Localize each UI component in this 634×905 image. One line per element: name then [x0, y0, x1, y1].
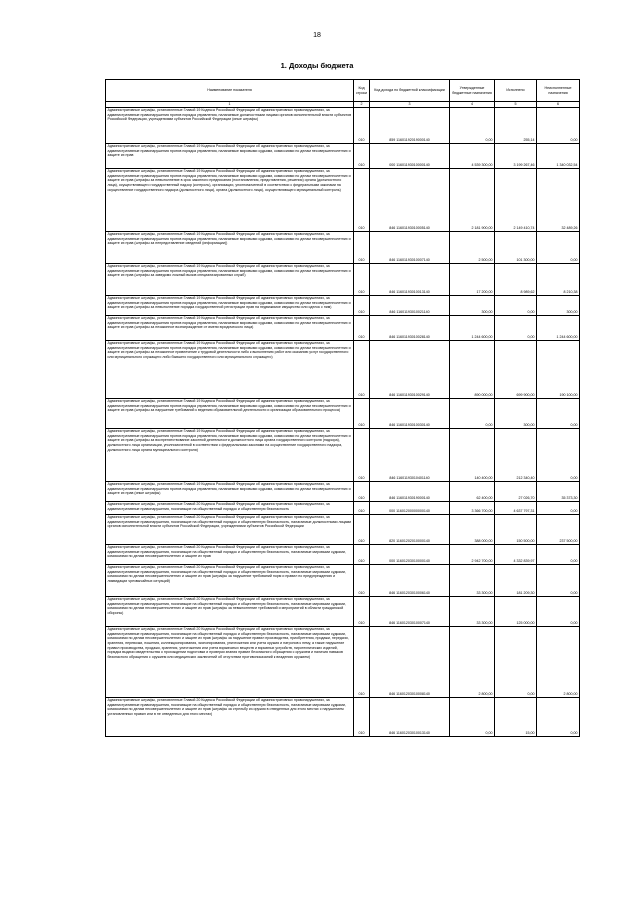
row-unexecuted: 0,00	[537, 545, 580, 565]
row-name: Административные штрафы, установленные Главой 19 Кодекса Российской Федерации об административных правонарушениях, за административные правонарушения против порядка управления, налагаемые мировыми судьями, комиссиями по делам несовершеннолетних и защите их прав (штрафы за нарушение требований к ведению образовательной деятельности и организации образовательного процесса)	[106, 399, 354, 429]
column-number: 4	[450, 102, 495, 108]
header-line-code: Код строки	[354, 80, 370, 102]
table-row	[106, 144, 580, 169]
row-approved: 300,00	[450, 296, 495, 316]
row-line-code: 010	[354, 597, 370, 627]
row-classification-code: 846 11601203010008140	[370, 627, 450, 698]
row-name: Административные штрафы, установленные Главой 19 Кодекса Российской Федерации об административных правонарушениях, за административные правонарушения против порядка управления, налагаемые мировыми судьями, комиссиями по делам несовершеннолетних и защите их прав (штрафы за непредставление сведений (информации))	[106, 232, 354, 264]
row-classification-code: 000 11601193010000140	[370, 144, 450, 169]
row-executed: 300,00	[495, 399, 537, 429]
row-approved: 0,00	[450, 399, 495, 429]
row-classification-code: 820 11601202010000140	[370, 515, 450, 545]
table-row	[106, 698, 580, 737]
row-executed: 15,00	[495, 698, 537, 737]
table-row	[106, 341, 580, 399]
row-line-code: 010	[354, 108, 370, 144]
row-executed: 181 209,30	[495, 565, 537, 597]
header-approved: Утвержденные бюджетные назначения	[450, 80, 495, 102]
row-line-code: 010	[354, 502, 370, 515]
column-number: 6	[537, 102, 580, 108]
row-unexecuted: 32 489,26	[537, 169, 580, 232]
row-executed: 699 900,00	[495, 341, 537, 399]
row-approved: 2 181 900,00	[450, 169, 495, 232]
row-executed: 255,14	[495, 108, 537, 144]
page-number: 18	[313, 32, 321, 39]
row-classification-code: 846 11601193010021140	[370, 296, 450, 316]
table-row	[106, 545, 580, 565]
row-classification-code: 846 11601193010029140	[370, 341, 450, 399]
table-row	[106, 565, 580, 597]
header-name: Наименование показателя	[106, 80, 354, 102]
row-name: Административные штрафы, установленные Главой 19 Кодекса Российской Федерации об административных правонарушениях, за административные правонарушения против порядка управления, налагаемые мировыми судьями, комиссиями по делам несовершеннолетних и защите их прав (штрафы за невыполнение порядка государственной регистрации прав на недвижимое имущество или сделок с ним)	[106, 296, 354, 316]
row-line-code: 010	[354, 429, 370, 482]
row-classification-code: 846 11601193010005140	[370, 169, 450, 232]
row-unexecuted: 237 500,00	[537, 515, 580, 545]
header-executed: Исполнено	[495, 80, 537, 102]
table-row	[106, 316, 580, 341]
header-classification-code: Код дохода по бюджетной классификации	[370, 80, 450, 102]
row-executed: 0,00	[495, 296, 537, 316]
row-unexecuted: 1 244 600,00	[537, 316, 580, 341]
table-row	[106, 296, 580, 316]
row-approved: 33 300,00	[450, 565, 495, 597]
row-classification-code: 846 11601193010028140	[370, 316, 450, 341]
row-approved: 890 000,00	[450, 341, 495, 399]
row-approved: 3 366 700,00	[450, 502, 495, 515]
row-unexecuted: 0,00	[537, 597, 580, 627]
row-line-code: 010	[354, 545, 370, 565]
row-name: Административные штрафы, установленные Главой 19 Кодекса Российской Федерации об административных правонарушениях, за административные правонарушения против порядка управления, налагаемые мировыми судьями, комиссиями по делам несовершеннолетних и защите их прав (штрафы за воспрепятствование законной деятельности должностного лица органа государственного контроля (надзора), должностного лица организации, уполномоченной в соответствии с федеральными законами на осуществление государственного надзора, должностного лица органа муниципального контроля)	[106, 429, 354, 482]
row-executed: 8 989,62	[495, 264, 537, 296]
budget-revenue-table	[105, 79, 580, 737]
table-row	[106, 232, 580, 264]
row-line-code: 010	[354, 565, 370, 597]
row-approved: 0,00	[450, 108, 495, 144]
row-unexecuted: 0,00	[537, 108, 580, 144]
row-name: Административные штрафы, установленные Главой 19 Кодекса Российской Федерации об административных правонарушениях, за административные правонарушения против порядка управления, налагаемые мировыми судьями, комиссиями по делам несовершеннолетних и защите их прав (иные штрафы)	[106, 482, 354, 502]
row-name: Административные штрафы, установленные Главой 19 Кодекса Российской Федерации об административных правонарушениях, за административные правонарушения против порядка управления, налагаемые мировыми судьями, комиссиями по делам несовершеннолетних и защите их прав (штрафы за незаконное привлечение к трудовой деятельности либо к выполнению работ или оказанию услуг государственного или муниципального служащего либо бывшего государственного или муниципального служащего)	[106, 341, 354, 399]
row-approved: 4 539 300,00	[450, 144, 495, 169]
column-number: 3	[370, 102, 450, 108]
column-number: 1	[106, 102, 354, 108]
table-row	[106, 502, 580, 515]
row-unexecuted: 190 100,00	[537, 341, 580, 399]
row-executed: 101 300,00	[495, 232, 537, 264]
row-approved: 17 200,00	[450, 264, 495, 296]
row-line-code: 010	[354, 232, 370, 264]
row-name: Административные штрафы, установленные Главой 20 Кодекса Российской Федерации об административных правонарушениях, за административные правонарушения, посягающие на общественный порядок и общественную безопасность	[106, 502, 354, 515]
row-approved: 140 400,00	[450, 429, 495, 482]
row-unexecuted: 1 340 032,54	[537, 144, 580, 169]
row-approved: 2 942 700,00	[450, 545, 495, 565]
row-approved: 1 244 600,00	[450, 316, 495, 341]
table-row	[106, 108, 580, 144]
row-line-code: 010	[354, 482, 370, 502]
table-row	[106, 482, 580, 502]
row-classification-code: 846 11601193019000140	[370, 482, 450, 502]
row-classification-code: 000 11601200000000140	[370, 502, 450, 515]
table-row	[106, 264, 580, 296]
row-name: Административные штрафы, установленные Главой 19 Кодекса Российской Федерации об административных правонарушениях, за административные правонарушения против порядка управления, налагаемые должностными лицами органов исполнительной власти субъектов Российской Федерации, учреждениями субъектов Российской Федерации (иные штрафы)	[106, 108, 354, 144]
row-approved: 0,00	[450, 698, 495, 737]
row-executed: 0,00	[495, 316, 537, 341]
page-title: 1. Доходы бюджета	[280, 61, 354, 70]
row-unexecuted: 0,00	[537, 232, 580, 264]
row-line-code: 010	[354, 698, 370, 737]
row-unexecuted: 300,00	[537, 296, 580, 316]
row-name: Административные штрафы, установленные Главой 20 Кодекса Российской Федерации об административных правонарушениях, за административные правонарушения, посягающие на общественный порядок и общественную безопасность, налагаемые мировыми судьями, комиссиями по делам несовершеннолетних и защите их прав	[106, 545, 354, 565]
row-name: Административные штрафы, установленные Главой 19 Кодекса Российской Федерации об административных правонарушениях, за административные правонарушения против порядка управления, налагаемые мировыми судьями, комиссиями по делам несовершеннолетних и защите их прав (штрафы за невыполнение в срок законного предписания (постановления, представления, решения) органа (должностного лица), осуществляющего государственный надзор (контроль), организации, уполномоченной в соответствии с федеральными законами на осуществление государственного надзора (должностного лица), органа (должностного лица), осуществляющего муниципальный контроль)	[106, 169, 354, 232]
row-line-code: 010	[354, 316, 370, 341]
row-executed: 4 332 839,97	[495, 545, 537, 565]
row-name: Административные штрафы, установленные Главой 20 Кодекса Российской Федерации об административных правонарушениях, за административные правонарушения, посягающие на общественный порядок и общественную безопасность, налагаемые мировыми судьями, комиссиями по делам несовершеннолетних и защите их прав (штрафы за нарушение правил производства, приобретения, продажи, передачи, хранения, перевозки, ношения, коллекционирования, экспонирования, уничтожения или учета оружия и патронов к нему, а также нарушение правил производства, продажи, хранения, уничтожения или учета взрывчатых веществ и взрывных устройств, пиротехнических изделий, порядка выдачи свидетельства о прохождении подготовки и проверки знания правил безопасного обращения с оружием и наличия навыков безопасного обращения с оружием или медицинских заключений об отсутствии противопоказаний к владению оружием)	[106, 627, 354, 698]
row-unexecuted: 0,00	[537, 429, 580, 482]
row-name: Административные штрафы, установленные Главой 19 Кодекса Российской Федерации об административных правонарушениях, за административные правонарушения против порядка управления, налагаемые мировыми судьями, комиссиями по делам несовершеннолетних и защите их прав	[106, 144, 354, 169]
row-line-code: 010	[354, 296, 370, 316]
row-name: Административные штрафы, установленные Главой 20 Кодекса Российской Федерации об административных правонарушениях, за административные правонарушения, посягающие на общественный порядок и общественную безопасность, налагаемые мировыми судьями, комиссиями по делам несовершеннолетних и защите их прав (штрафы за невыполнение требований и мероприятий в области гражданской обороны)	[106, 597, 354, 627]
row-approved: 2 500,00	[450, 232, 495, 264]
row-classification-code: 846 11601193010013140	[370, 264, 450, 296]
row-name: Административные штрафы, установленные Главой 19 Кодекса Российской Федерации об административных правонарушениях, за административные правонарушения против порядка управления, налагаемые мировыми судьями, комиссиями по делам несовершеннолетних и защите их прав (штрафы за заведомо ложный вызов специализированных служб)	[106, 264, 354, 296]
row-executed: 3 199 267,46	[495, 144, 537, 169]
row-approved: 2 800,00	[450, 627, 495, 698]
row-executed: 125 000,00	[495, 597, 537, 627]
row-line-code: 010	[354, 144, 370, 169]
row-classification-code: 846 11601203010007140	[370, 597, 450, 627]
row-name: Административные штрафы, установленные Главой 20 Кодекса Российской Федерации об административных правонарушениях, за административные правонарушения, посягающие на общественный порядок и общественную безопасность, налагаемые мировыми судьями, комиссиями по делам несовершеннолетних и защите их прав (штрафы за нарушение требований норм и правил по предупреждению и ликвидации чрезвычайных ситуаций)	[106, 565, 354, 597]
row-name: Административные штрафы, установленные Главой 19 Кодекса Российской Федерации об административных правонарушениях, за административные правонарушения против порядка управления, налагаемые мировыми судьями, комиссиями по делам несовершеннолетних и защите их прав (штрафы за незаконное вознаграждение от имени юридического лица)	[106, 316, 354, 341]
row-classification-code: 846 11601203010006140	[370, 565, 450, 597]
row-executed: 0,00	[495, 627, 537, 698]
row-classification-code: 846 11601193010030140	[370, 399, 450, 429]
row-unexecuted: 0,00	[537, 698, 580, 737]
row-unexecuted: 2 800,00	[537, 627, 580, 698]
table-row	[106, 429, 580, 482]
table-row	[106, 169, 580, 232]
row-approved: 388 000,00	[450, 515, 495, 545]
row-line-code: 010	[354, 169, 370, 232]
column-number: 2	[354, 102, 370, 108]
column-number: 5	[495, 102, 537, 108]
row-unexecuted: 0,00	[537, 502, 580, 515]
row-classification-code: 846 11601203010013140	[370, 698, 450, 737]
row-line-code: 010	[354, 627, 370, 698]
row-unexecuted: 0,00	[537, 565, 580, 597]
row-executed: 212 340,40	[495, 429, 537, 482]
row-executed: 4 637 797,31	[495, 502, 537, 515]
row-name: Административные штрафы, установленные Главой 20 Кодекса Российской Федерации об административных правонарушениях, за административные правонарушения, посягающие на общественный порядок и общественную безопасность, налагаемые мировыми судьями, комиссиями по делам несовершеннолетних и защите их прав (штрафы за стрельбу из оружия в отведенных для этого местах с нарушением установленных правил или в не отведенных для этого местах)	[106, 698, 354, 737]
row-approved: 62 400,00	[450, 482, 495, 502]
row-approved: 33 300,00	[450, 597, 495, 627]
row-line-code: 010	[354, 515, 370, 545]
row-classification-code: 859 11601192019000140	[370, 108, 450, 144]
row-unexecuted: 8 210,38	[537, 264, 580, 296]
row-executed: 150 500,00	[495, 515, 537, 545]
row-unexecuted: 35 373,30	[537, 482, 580, 502]
table-row	[106, 627, 580, 698]
row-executed: 27 026,70	[495, 482, 537, 502]
row-line-code: 010	[354, 399, 370, 429]
row-executed: 2 149 410,74	[495, 169, 537, 232]
row-classification-code: 000 11601203010000140	[370, 545, 450, 565]
row-classification-code: 846 11601193010401140	[370, 429, 450, 482]
row-classification-code: 846 11601193010007140	[370, 232, 450, 264]
row-unexecuted: 0,00	[537, 399, 580, 429]
table-row	[106, 515, 580, 545]
header-unexecuted: Неисполненные назначения	[537, 80, 580, 102]
row-name: Административные штрафы, установленные Главой 20 Кодекса Российской Федерации об административных правонарушениях, за административные правонарушения, посягающие на общественный порядок и общественную безопасность, налагаемые должностными лицами органов исполнительной власти субъектов Российской Федерации, учреждениями субъектов Российской Федерации	[106, 515, 354, 545]
row-line-code: 010	[354, 341, 370, 399]
table-row	[106, 399, 580, 429]
table-row	[106, 597, 580, 627]
row-line-code: 010	[354, 264, 370, 296]
